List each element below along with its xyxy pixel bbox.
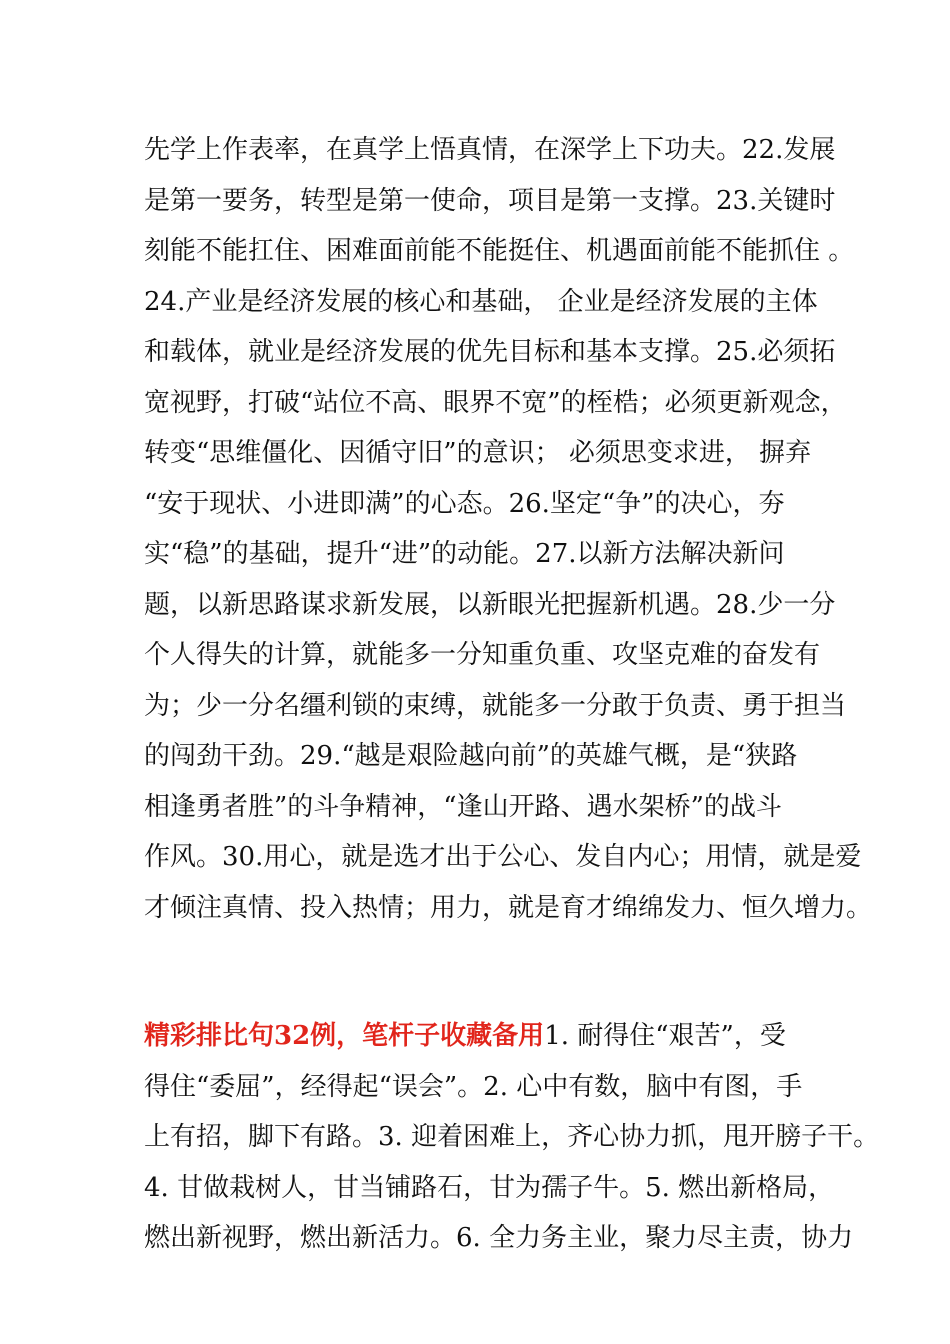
section-heading: 精彩排比句32例，笔杆子收藏备用 bbox=[144, 1021, 545, 1051]
text-line: 题，以新思路谋求新发展，以新眼光把握新机遇。28.少一分 bbox=[144, 589, 836, 620]
text-line-with-heading bbox=[144, 1011, 834, 1062]
text-line: 和载体，就业是经济发展的优先目标和基本支撑。25.必须拓 bbox=[144, 337, 836, 367]
paragraph-1 bbox=[144, 125, 873, 933]
text-line: 转变“思维僵化、因循守旧”的意识； 必须思变求进， 摒弃 bbox=[144, 438, 812, 468]
text-run: 1. 耐得住“艰苦”，受 bbox=[544, 1021, 786, 1051]
paragraph-2 bbox=[144, 1011, 880, 1264]
text-line: 燃出新视野，燃出新活力。6. 全力务主业，聚力尽主责，协力 bbox=[144, 1223, 854, 1253]
text-line: 的闯劲干劲。29.“越是艰险越向前”的英雄气概，是“狭路 bbox=[144, 741, 798, 771]
text-line: 4. 甘做栽树人，甘当铺路石，甘为孺子牛。5. 燃出新格局， bbox=[144, 1172, 835, 1203]
text-line: 得住“委屈”，经得起“误会”。2. 心中有数，脑中有图，手 bbox=[144, 1071, 803, 1102]
text-line: 先学上作表率，在真学上悟真情，在深学上下功夫。22.发展 bbox=[144, 135, 836, 165]
text-line: 为；少一分名缰利锁的束缚，就能多一分敢于负责、勇于担当 bbox=[144, 690, 847, 721]
text-line: 作风。30.用心，就是选才出于公心、发自内心；用情，就是爱 bbox=[144, 842, 862, 872]
text-line: 才倾注真情、投入热情；用力，就是育才绵绵发力、恒久增力。 bbox=[144, 892, 873, 923]
text-line: 实“稳”的基础，提升“进”的动能。27.以新方法解决新问 bbox=[144, 539, 785, 569]
text-line: 宽视野，打破“站位不高、眼界不宽”的桎梏；必须更新观念， bbox=[144, 387, 847, 418]
text-line: 上有招，脚下有路。3. 迎着困难上，齐心协力抓，甩开膀子干。 bbox=[144, 1122, 880, 1152]
text-line: 是第一要务，转型是第一使命，项目是第一支撑。23.关键时 bbox=[144, 185, 836, 216]
text-line: 相逢勇者胜”的斗争精神，“逢山开路、遇水架桥”的战斗 bbox=[144, 791, 782, 822]
text-line: 刻能不能扛住、困难面前能不能挺住、机遇面前能不能抓住 。 bbox=[144, 236, 855, 266]
text-line: 个人得失的计算，就能多一分知重负重、攻坚克难的奋发有 bbox=[144, 640, 821, 670]
text-line: “安于现状、小进即满”的心态。26.坚定“争”的决心，夯 bbox=[144, 488, 785, 519]
text-line: 24.产业是经济发展的核心和基础， 企业是经济发展的主体 bbox=[144, 286, 818, 317]
